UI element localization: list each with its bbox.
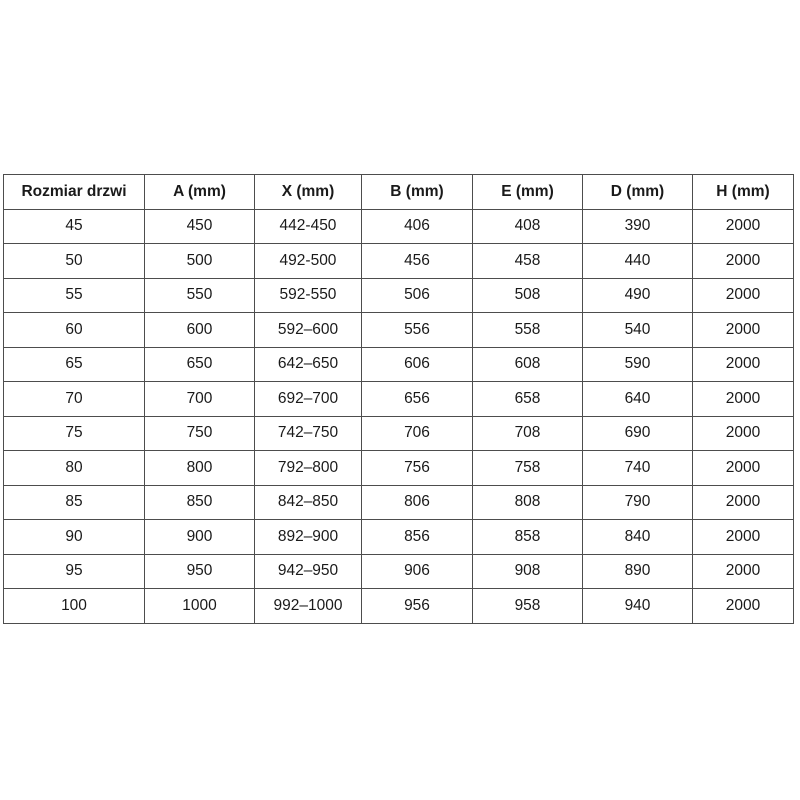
table-cell: 940 xyxy=(583,589,693,624)
table-cell: 842–850 xyxy=(255,485,362,520)
table-cell: 450 xyxy=(145,209,255,244)
table-header-cell: A (mm) xyxy=(145,175,255,210)
table-cell: 408 xyxy=(473,209,583,244)
table-header-cell: H (mm) xyxy=(693,175,794,210)
table-cell: 806 xyxy=(362,485,473,520)
table-cell: 2000 xyxy=(693,278,794,313)
table-cell: 656 xyxy=(362,382,473,417)
table-cell: 740 xyxy=(583,451,693,486)
table-cell: 906 xyxy=(362,554,473,589)
table-cell: 100 xyxy=(4,589,145,624)
table-row xyxy=(4,416,794,451)
table-cell: 692–700 xyxy=(255,382,362,417)
table-cell: 2000 xyxy=(693,554,794,589)
table-cell: 958 xyxy=(473,589,583,624)
table-cell: 592–600 xyxy=(255,313,362,348)
table-body xyxy=(4,209,794,623)
table-row xyxy=(4,278,794,313)
table-cell: 1000 xyxy=(145,589,255,624)
table-cell: 850 xyxy=(145,485,255,520)
table-cell: 706 xyxy=(362,416,473,451)
table-cell: 456 xyxy=(362,244,473,279)
table-cell: 640 xyxy=(583,382,693,417)
table-cell: 858 xyxy=(473,520,583,555)
table-cell: 75 xyxy=(4,416,145,451)
table-header-cell: B (mm) xyxy=(362,175,473,210)
table-cell: 492-500 xyxy=(255,244,362,279)
table-cell: 608 xyxy=(473,347,583,382)
table-cell: 440 xyxy=(583,244,693,279)
table-cell: 900 xyxy=(145,520,255,555)
table-header-row xyxy=(4,175,794,210)
table-cell: 840 xyxy=(583,520,693,555)
table-cell: 2000 xyxy=(693,209,794,244)
table-header-cell: D (mm) xyxy=(583,175,693,210)
table-cell: 892–900 xyxy=(255,520,362,555)
table-cell: 558 xyxy=(473,313,583,348)
table-cell: 55 xyxy=(4,278,145,313)
table-cell: 390 xyxy=(583,209,693,244)
table-row xyxy=(4,313,794,348)
table-row xyxy=(4,382,794,417)
table-cell: 60 xyxy=(4,313,145,348)
table-cell: 458 xyxy=(473,244,583,279)
table-cell: 750 xyxy=(145,416,255,451)
table-cell: 756 xyxy=(362,451,473,486)
table-cell: 690 xyxy=(583,416,693,451)
table-cell: 908 xyxy=(473,554,583,589)
table-cell: 950 xyxy=(145,554,255,589)
table-cell: 942–950 xyxy=(255,554,362,589)
table-cell: 2000 xyxy=(693,244,794,279)
table-cell: 590 xyxy=(583,347,693,382)
table-cell: 600 xyxy=(145,313,255,348)
table-cell: 70 xyxy=(4,382,145,417)
table-cell: 856 xyxy=(362,520,473,555)
table-row xyxy=(4,451,794,486)
table-cell: 556 xyxy=(362,313,473,348)
table-cell: 50 xyxy=(4,244,145,279)
table-cell: 2000 xyxy=(693,451,794,486)
table-cell: 506 xyxy=(362,278,473,313)
table-cell: 80 xyxy=(4,451,145,486)
table-cell: 992–1000 xyxy=(255,589,362,624)
table-row xyxy=(4,520,794,555)
table-cell: 792–800 xyxy=(255,451,362,486)
table-header-cell: E (mm) xyxy=(473,175,583,210)
table-row xyxy=(4,589,794,624)
table-row xyxy=(4,347,794,382)
table-cell: 956 xyxy=(362,589,473,624)
table-cell: 592-550 xyxy=(255,278,362,313)
table-cell: 85 xyxy=(4,485,145,520)
table-header xyxy=(4,175,794,210)
table-cell: 2000 xyxy=(693,347,794,382)
table-header-cell: Rozmiar drzwi xyxy=(4,175,145,210)
table-cell: 650 xyxy=(145,347,255,382)
table-cell: 808 xyxy=(473,485,583,520)
table-row xyxy=(4,554,794,589)
table-cell: 442-450 xyxy=(255,209,362,244)
table-row xyxy=(4,485,794,520)
table-cell: 2000 xyxy=(693,382,794,417)
table-cell: 2000 xyxy=(693,313,794,348)
table-cell: 642–650 xyxy=(255,347,362,382)
table-cell: 890 xyxy=(583,554,693,589)
table-row xyxy=(4,244,794,279)
table-cell: 2000 xyxy=(693,485,794,520)
table-row xyxy=(4,209,794,244)
table-cell: 742–750 xyxy=(255,416,362,451)
table-cell: 508 xyxy=(473,278,583,313)
table-cell: 2000 xyxy=(693,416,794,451)
table-cell: 2000 xyxy=(693,520,794,555)
table-cell: 550 xyxy=(145,278,255,313)
table-cell: 540 xyxy=(583,313,693,348)
table-cell: 758 xyxy=(473,451,583,486)
table-cell: 708 xyxy=(473,416,583,451)
table-cell: 500 xyxy=(145,244,255,279)
table-cell: 700 xyxy=(145,382,255,417)
table-cell: 95 xyxy=(4,554,145,589)
door-size-table xyxy=(3,174,794,624)
table-cell: 790 xyxy=(583,485,693,520)
table-cell: 65 xyxy=(4,347,145,382)
table-cell: 490 xyxy=(583,278,693,313)
table-cell: 800 xyxy=(145,451,255,486)
table-cell: 406 xyxy=(362,209,473,244)
table-cell: 2000 xyxy=(693,589,794,624)
table-cell: 606 xyxy=(362,347,473,382)
table-header-cell: X (mm) xyxy=(255,175,362,210)
table-cell: 90 xyxy=(4,520,145,555)
table-cell: 658 xyxy=(473,382,583,417)
table-cell: 45 xyxy=(4,209,145,244)
